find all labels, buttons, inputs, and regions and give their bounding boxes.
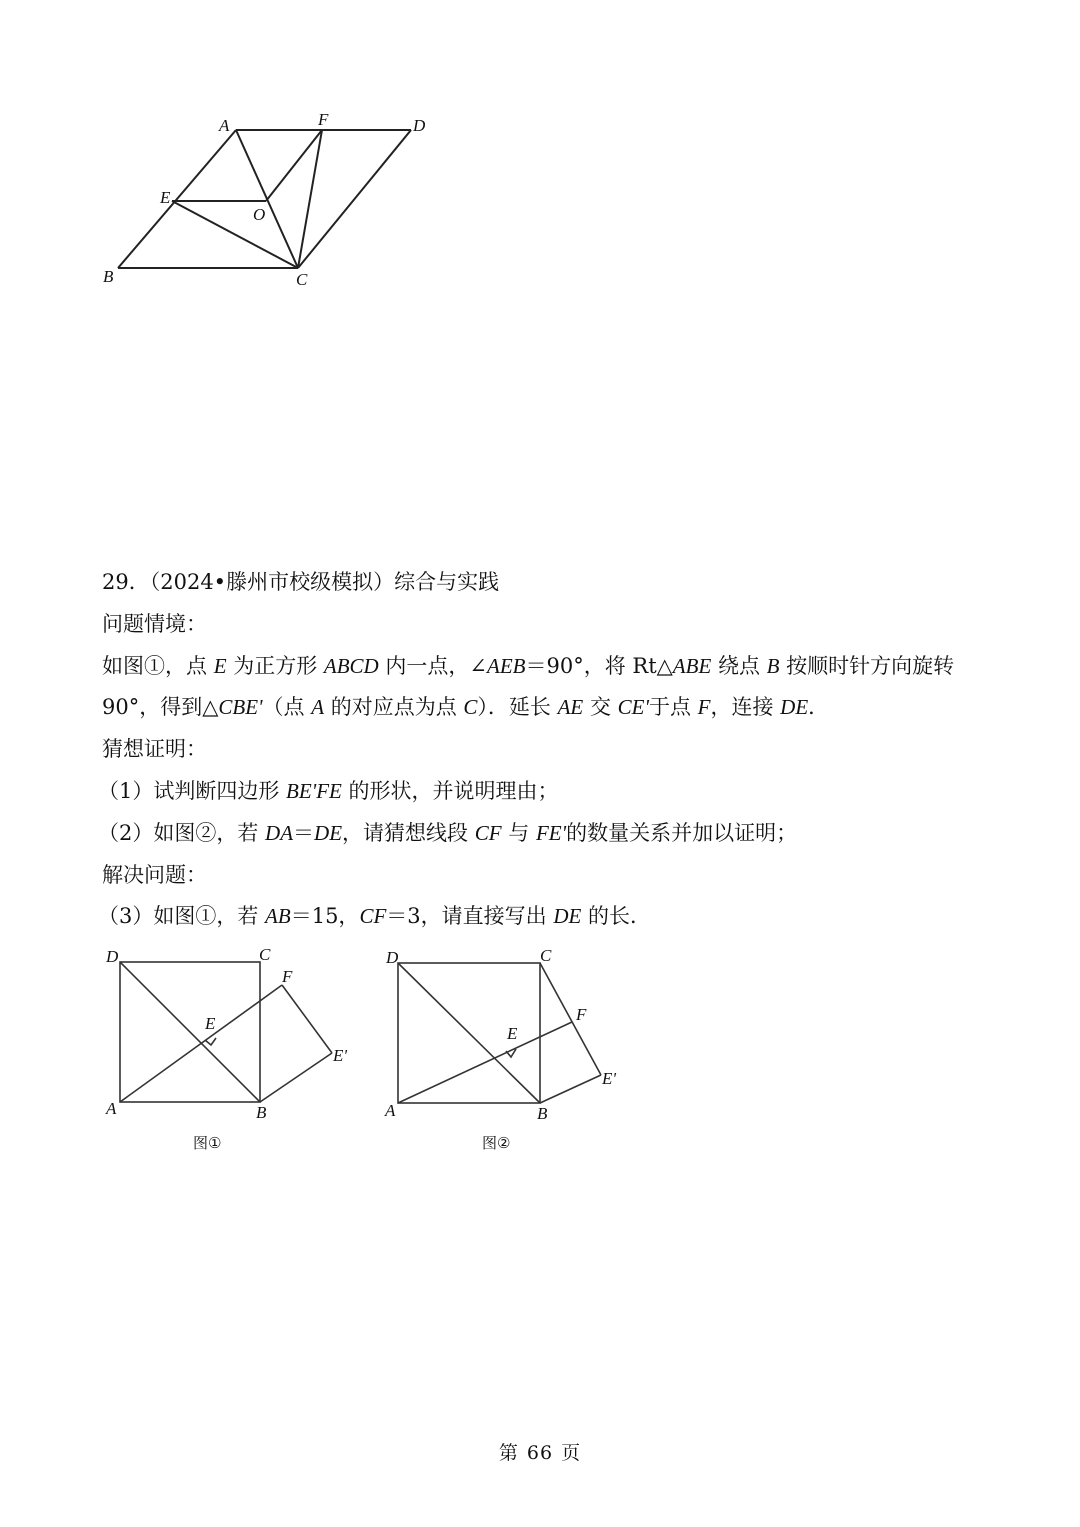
text-run: ，连接 bbox=[710, 695, 781, 720]
math-var: CF bbox=[474, 820, 502, 845]
text-run: 绕点 bbox=[711, 653, 767, 678]
fig2-label-d: D bbox=[386, 948, 399, 967]
math-var: DA bbox=[265, 820, 294, 845]
math-var: DE bbox=[314, 820, 343, 845]
text-run: ∠ bbox=[469, 653, 487, 678]
section-heading-context: 问题情境： bbox=[102, 611, 207, 636]
text-run: （1）试判断四边形 bbox=[98, 778, 287, 803]
point-label-d: D bbox=[413, 116, 426, 135]
text-run: ，请猜想线段 bbox=[342, 820, 475, 845]
point-label-b: B bbox=[103, 267, 114, 286]
point-label-o: O bbox=[253, 205, 266, 224]
math-var: AE bbox=[557, 695, 584, 720]
page-number: 66 bbox=[526, 1442, 554, 1464]
math-var: ABE bbox=[672, 653, 712, 678]
fig1-label-c: C bbox=[259, 945, 271, 964]
math-var: C bbox=[463, 695, 478, 720]
math-var: DE bbox=[780, 695, 809, 720]
math-var: DE bbox=[553, 904, 582, 929]
question-1 bbox=[98, 771, 1002, 813]
text-run: 90°，得到△ bbox=[102, 695, 219, 720]
fig1-label-a: A bbox=[106, 1099, 117, 1118]
text-run: 为正方形 bbox=[226, 653, 324, 678]
problem-header bbox=[102, 562, 1002, 604]
context-line-2 bbox=[102, 687, 1002, 729]
figure-1-caption: 图① bbox=[193, 1134, 222, 1152]
point-label-c: C bbox=[296, 270, 308, 289]
math-var: AB bbox=[265, 904, 291, 929]
footer-prefix: 第 bbox=[498, 1442, 519, 1464]
text-run: （3）如图①，若 bbox=[98, 904, 266, 929]
section-heading-conjecture: 猜想证明： bbox=[102, 737, 207, 762]
fig2-label-e: E bbox=[507, 1024, 518, 1043]
math-var: FE' bbox=[535, 820, 567, 845]
problem-title: 综合与实践 bbox=[394, 570, 500, 594]
text-run: 的对应点为点 bbox=[324, 695, 464, 720]
text-run: ＝3，请直接写出 bbox=[386, 904, 554, 929]
text-run: 如图①，点 bbox=[102, 653, 214, 678]
footer-suffix: 页 bbox=[561, 1442, 582, 1464]
text-run: ＝15， bbox=[290, 904, 360, 929]
text-run: 的形状，并说明理由； bbox=[341, 778, 559, 803]
math-var: B bbox=[766, 653, 780, 678]
fig1-label-e: E bbox=[205, 1014, 216, 1033]
question-2 bbox=[98, 813, 1002, 855]
figure-1 bbox=[98, 940, 368, 1160]
parallelogram-figure bbox=[95, 105, 445, 300]
text-run: 的数量关系并加以证明； bbox=[566, 820, 798, 845]
page-footer bbox=[0, 1438, 1080, 1465]
text-run: （2）如图②，若 bbox=[98, 820, 266, 845]
math-var: CBE' bbox=[218, 695, 263, 720]
figure-2-lines bbox=[398, 963, 601, 1103]
question-3 bbox=[98, 896, 1002, 938]
problem-29 bbox=[98, 562, 1002, 938]
text-run: 于点 bbox=[648, 695, 698, 720]
text-run: 交 bbox=[583, 695, 618, 720]
math-var: CF bbox=[359, 904, 387, 929]
math-var: BE'FE bbox=[286, 778, 342, 803]
text-run: ＝ bbox=[293, 820, 315, 845]
figure-2 bbox=[375, 940, 635, 1160]
fig1-label-f: F bbox=[282, 967, 293, 986]
context-line-1 bbox=[102, 646, 1002, 688]
fig1-label-b: B bbox=[256, 1103, 267, 1122]
math-var: E bbox=[213, 653, 227, 678]
point-label-e: E bbox=[160, 188, 171, 207]
fig2-label-b: B bbox=[537, 1104, 548, 1123]
problem-number: 29． bbox=[102, 570, 150, 594]
fig2-label-e-prime: E' bbox=[602, 1069, 617, 1088]
point-label-a: A bbox=[219, 116, 230, 135]
math-var: F bbox=[697, 695, 711, 720]
fig2-label-f: F bbox=[576, 1005, 587, 1024]
text-run: 的长． bbox=[581, 904, 652, 929]
math-var: ABCD bbox=[323, 653, 379, 678]
math-var: CE' bbox=[617, 695, 649, 720]
text-run: 与 bbox=[501, 820, 536, 845]
figure-2-caption: 图② bbox=[482, 1134, 511, 1152]
text-run: ）．延长 bbox=[477, 695, 558, 720]
figure-1-lines bbox=[120, 962, 332, 1102]
text-run: ． bbox=[808, 695, 830, 720]
fig1-label-e-prime: E' bbox=[333, 1046, 348, 1065]
fig1-label-d: D bbox=[106, 947, 119, 966]
fig2-label-a: A bbox=[385, 1101, 396, 1120]
fig2-label-c: C bbox=[540, 946, 552, 965]
point-label-f: F bbox=[318, 110, 329, 129]
text-run: 按顺时针方向旋转 bbox=[779, 653, 955, 678]
text-run: （点 bbox=[262, 695, 312, 720]
text-run: ＝90°，将 Rt△ bbox=[525, 653, 673, 678]
section-heading-solve: 解决问题： bbox=[102, 862, 207, 887]
problem-source: （2024•滕州市校级模拟） bbox=[149, 570, 395, 594]
math-var: A bbox=[311, 695, 325, 720]
text-run: 内一点， bbox=[378, 653, 470, 678]
math-var: AEB bbox=[487, 653, 526, 678]
